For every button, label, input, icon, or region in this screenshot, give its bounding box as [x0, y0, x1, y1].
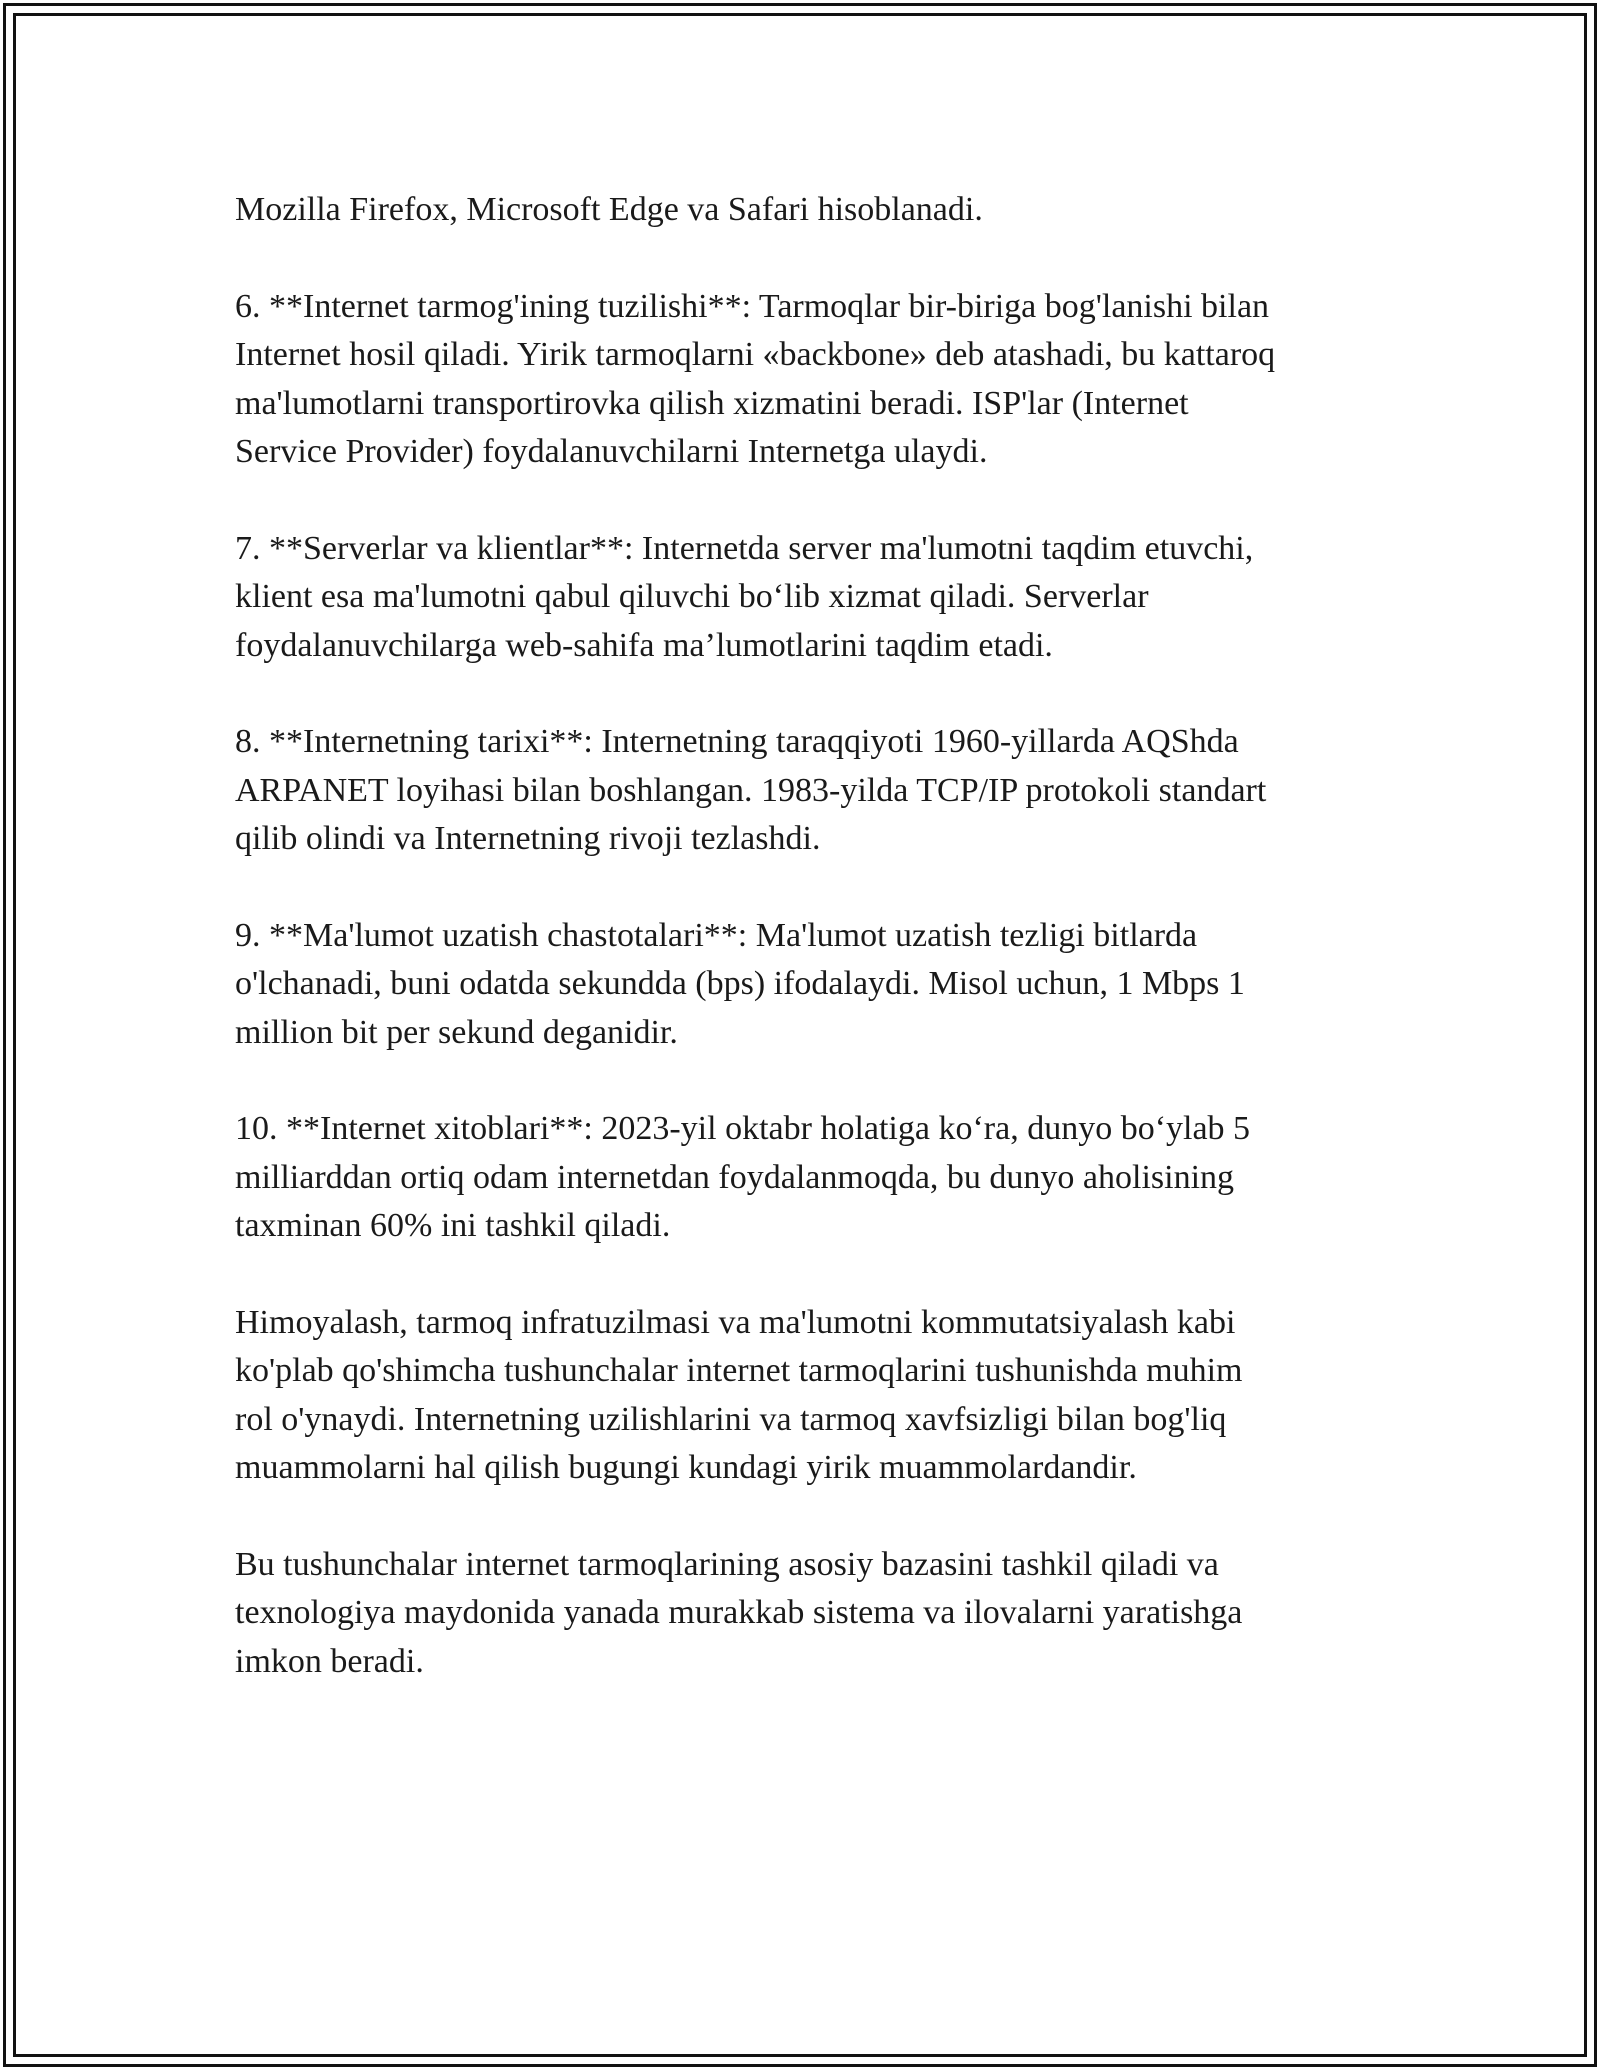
paragraph-browsers-continuation: Mozilla Firefox, Microsoft Edge va Safari hisoblanadi.	[235, 191, 983, 228]
paragraph-internet-structure: 6. **Internet tarmog'ining tuzilishi**: Tarmoqlar bir-biriga bog'lanishi bilan Internet hosil qiladi. Yirik tarmoqlarni «backbone» deb atashadi, bu kattaroq ma'lumotlarni transportirovka qilish xizmatini beradi. ISP'lar (Internet Service Provider) foydalanuvchilarni Internetga ulaydi.	[235, 287, 1276, 470]
document-body	[235, 186, 1385, 1734]
paragraph-data-rates: 9. **Ma'lumot uzatish chastotalari**: Ma'lumot uzatish tezligi bitlarda o'lchanadi, buni odatda sekundda (bps) ifodalaydi. Misol uchun, 1 Mbps 1 million bit per sekund deganidir.	[235, 916, 1245, 1051]
paragraph-servers-clients: 7. **Serverlar va klientlar**: Internetda server ma'lumotni taqdim etuvchi, klient esa ma'lumotni qabul qiluvchi bo‘lib xizmat qiladi. Serverlar foydalanuvchilarga web-sahifa ma’lumotlarini taqdim etadi.	[235, 529, 1254, 664]
paragraph-conclusion: Bu tushunchalar internet tarmoqlarining asosiy bazasini tashkil qiladi va texnologiya maydonida yanada murakkab sistema va ilovalarni yaratishga imkon beradi.	[235, 1545, 1243, 1680]
paragraph-internet-history: 8. **Internetning tarixi**: Internetning taraqqiyoti 1960-yillarda AQShda ARPANET loyihasi bilan boshlangan. 1983-yilda TCP/IP protokoli standart qilib olindi va Internetning rivoji tezlashdi.	[235, 723, 1267, 857]
paragraph-security-infrastructure: Himoyalash, tarmoq infratuzilmasi va ma'lumotni kommutatsiyalash kabi ko'plab qo'shimcha tushunchalar internet tarmoqlarini tushunishda muhim rol o'ynaydi. Internetning uzilishlarini va tarmoq xavfsizligi bilan bog'liq muammolarni hal qilish bugungi kundagi yirik muammolardandir.	[235, 1303, 1243, 1486]
paragraph-internet-users: 10. **Internet xitoblari**: 2023-yil oktabr holatiga ko‘ra, dunyo bo‘ylab 5 milliarddan ortiq odam internetdan foydalanmoqda, bu dunyo aholisining taxminan 60% ini tashkil qiladi.	[235, 1110, 1251, 1244]
